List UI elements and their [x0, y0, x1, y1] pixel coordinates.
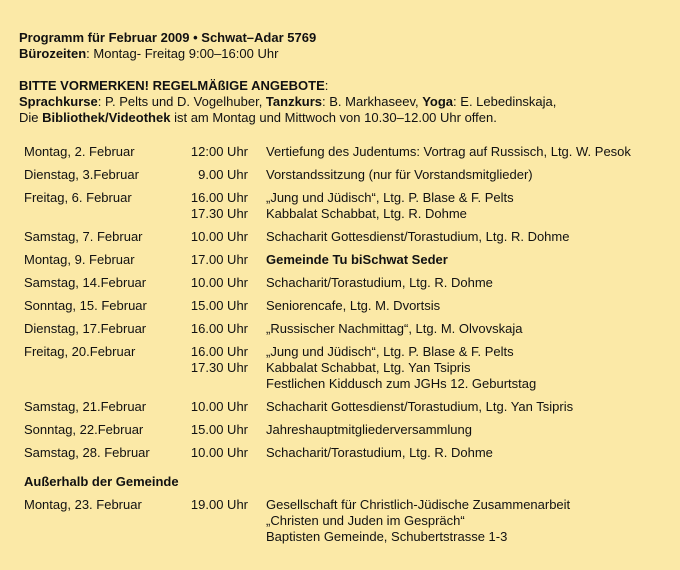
event-title: Baptisten Gemeinde, Schubertstrasse 1-3	[266, 529, 508, 544]
event-time: 10.00 Uhr	[190, 445, 248, 460]
schedule-row	[24, 167, 674, 190]
event-day: Montag, 2. Februar	[24, 144, 135, 159]
yoga-label: Yoga	[422, 94, 454, 109]
event-time: 15.00 Uhr	[190, 298, 248, 313]
outside-section-heading-row	[24, 474, 674, 497]
event-title: Schacharit Gottesdienst/Torastudium, Ltg. Yan Tsipris	[266, 399, 574, 414]
schedule-row	[24, 298, 674, 321]
event-day: Freitag, 6. Februar	[24, 190, 132, 205]
event-title: Gesellschaft für Christlich-Jüdische Zusammenarbeit	[266, 497, 571, 512]
event-time: 10.00 Uhr	[190, 275, 248, 290]
schedule-row	[24, 344, 674, 399]
schedule-row	[24, 252, 674, 275]
event-title: „Christen und Juden im Gespräch“	[266, 513, 465, 528]
event-title: Vorstandssitzung (nur für Vorstandsmitglieder)	[266, 167, 533, 182]
office-hours-text: : Montag- Freitag 9:00–16:00 Uhr	[86, 46, 279, 61]
event-time: 17.00 Uhr	[190, 252, 248, 267]
event-title: Seniorencafe, Ltg. M. Dvortsis	[266, 298, 441, 313]
event-time: 17.30 Uhr	[190, 206, 248, 221]
schedule-list	[24, 144, 674, 545]
event-day: Samstag, 7. Februar	[24, 229, 143, 244]
schedule-row	[24, 422, 674, 445]
event-time: 19.00 Uhr	[190, 497, 248, 512]
schedule-row	[24, 399, 674, 422]
event-time: 16.00 Uhr	[190, 344, 248, 359]
office-hours-label: Bürozeiten	[19, 46, 87, 61]
event-time: 16.00 Uhr	[190, 321, 248, 336]
outside-section-heading: Außerhalb der Gemeinde	[24, 474, 179, 489]
event-day: Samstag, 28. Februar	[24, 445, 150, 460]
event-title: Schacharit/Torastudium, Ltg. R. Dohme	[266, 275, 493, 290]
event-day: Montag, 9. Februar	[24, 252, 135, 267]
event-day: Freitag, 20.Februar	[24, 344, 136, 359]
event-time: 10.00 Uhr	[190, 229, 248, 244]
event-time: 9.00 Uhr	[198, 167, 248, 182]
event-day: Sonntag, 22.Februar	[24, 422, 144, 437]
event-title: Kabbalat Schabbat, Ltg. R. Dohme	[266, 206, 467, 221]
dance-course-label: Tanzkurs	[265, 94, 323, 109]
event-time: 12:00 Uhr	[190, 144, 248, 159]
event-day: Dienstag, 3.Februar	[24, 167, 139, 182]
program-header	[19, 30, 669, 126]
event-title: „Jung und Jüdisch“, Ltg. P. Blase & F. Pelts	[266, 190, 514, 205]
event-day: Sonntag, 15. Februar	[24, 298, 147, 313]
offers-line: Sprachkurse: P. Pelts und D. Vogelhuber, Tanzkurs: B. Markhaseev, Yoga: E. Lebedinskaja,	[19, 94, 557, 109]
schedule-row	[24, 275, 674, 298]
event-time: 16.00 Uhr	[190, 190, 248, 205]
event-title: Gemeinde Tu biSchwat Seder	[266, 252, 448, 267]
notice-line: BITTE VORMERKEN! REGELMÄßIGE ANGEBOTE:	[19, 78, 329, 93]
library-line: Die Bibliothek/Videothek ist am Montag und Mittwoch von 10.30–12.00 Uhr offen.	[19, 110, 497, 125]
event-title: Schacharit/Torastudium, Ltg. R. Dohme	[266, 445, 493, 460]
program-title: Programm für Februar 2009 • Schwat–Adar 5769	[19, 30, 317, 45]
schedule-row	[24, 229, 674, 252]
event-title: „Russischer Nachmittag“, Ltg. M. Olvovskaja	[266, 321, 523, 336]
schedule-row	[24, 190, 674, 229]
event-day: Samstag, 21.Februar	[24, 399, 147, 414]
schedule-row	[24, 321, 674, 344]
event-title: Kabbalat Schabbat, Ltg. Yan Tsipris	[266, 360, 471, 375]
event-time: 10.00 Uhr	[190, 399, 248, 414]
event-day: Montag, 23. Februar	[24, 497, 142, 512]
event-title: „Jung und Jüdisch“, Ltg. P. Blase & F. Pelts	[266, 344, 514, 359]
event-title: Vertiefung des Judentums: Vortrag auf Russisch, Ltg. W. Pesok	[266, 144, 631, 159]
event-day: Samstag, 14.Februar	[24, 275, 147, 290]
notice-heading: BITTE VORMERKEN! REGELMÄßIGE ANGEBOTE	[19, 78, 325, 93]
schedule-row	[24, 144, 674, 167]
library-label: Bibliothek/Videothek	[42, 110, 171, 125]
event-title: Jahreshauptmitgliederversammlung	[266, 422, 472, 437]
event-day: Dienstag, 17.Februar	[24, 321, 147, 336]
program-title-line	[19, 30, 669, 46]
event-time: 15.00 Uhr	[190, 422, 248, 437]
event-time: 17.30 Uhr	[190, 360, 248, 375]
schedule-row	[24, 445, 674, 474]
event-title: Festlichen Kiddusch zum JGHs 12. Geburtstag	[266, 376, 537, 391]
office-hours-line	[19, 46, 669, 62]
event-title: Schacharit Gottesdienst/Torastudium, Ltg. R. Dohme	[266, 229, 570, 244]
schedule-row	[24, 497, 674, 545]
language-course-label: Sprachkurse	[19, 94, 98, 109]
